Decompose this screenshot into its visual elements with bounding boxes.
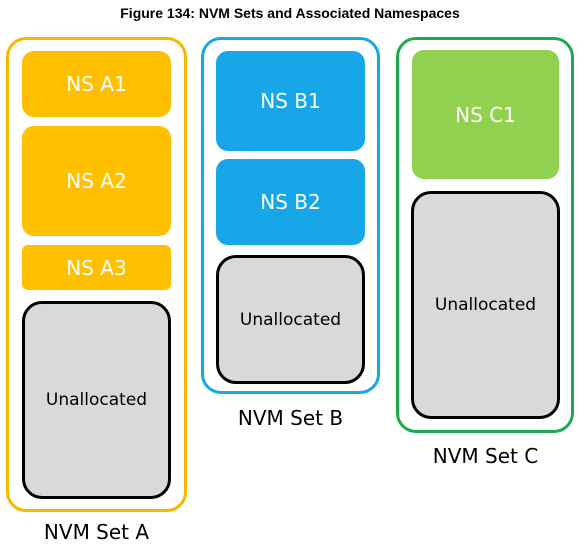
ns-a2-box: NS A2 xyxy=(22,126,171,236)
nvm-set-c-label: NVM Set C xyxy=(432,444,539,468)
ns-c1-box: NS C1 xyxy=(412,50,559,179)
ns-a3-box: NS A3 xyxy=(22,245,171,290)
nvm-set-b-label: NVM Set B xyxy=(237,406,344,430)
ns-b2-box: NS B2 xyxy=(216,159,365,245)
nvm-set-a-label: NVM Set A xyxy=(43,520,150,544)
set-a-unallocated-box: Unallocated xyxy=(22,301,171,499)
ns-a1-box: NS A1 xyxy=(22,51,171,117)
figure-title: Figure 134: NVM Sets and Associated Namespaces xyxy=(120,5,460,21)
set-c-unallocated-box: Unallocated xyxy=(411,191,560,419)
ns-b1-box: NS B1 xyxy=(216,51,365,151)
set-b-unallocated-box: Unallocated xyxy=(216,255,365,384)
